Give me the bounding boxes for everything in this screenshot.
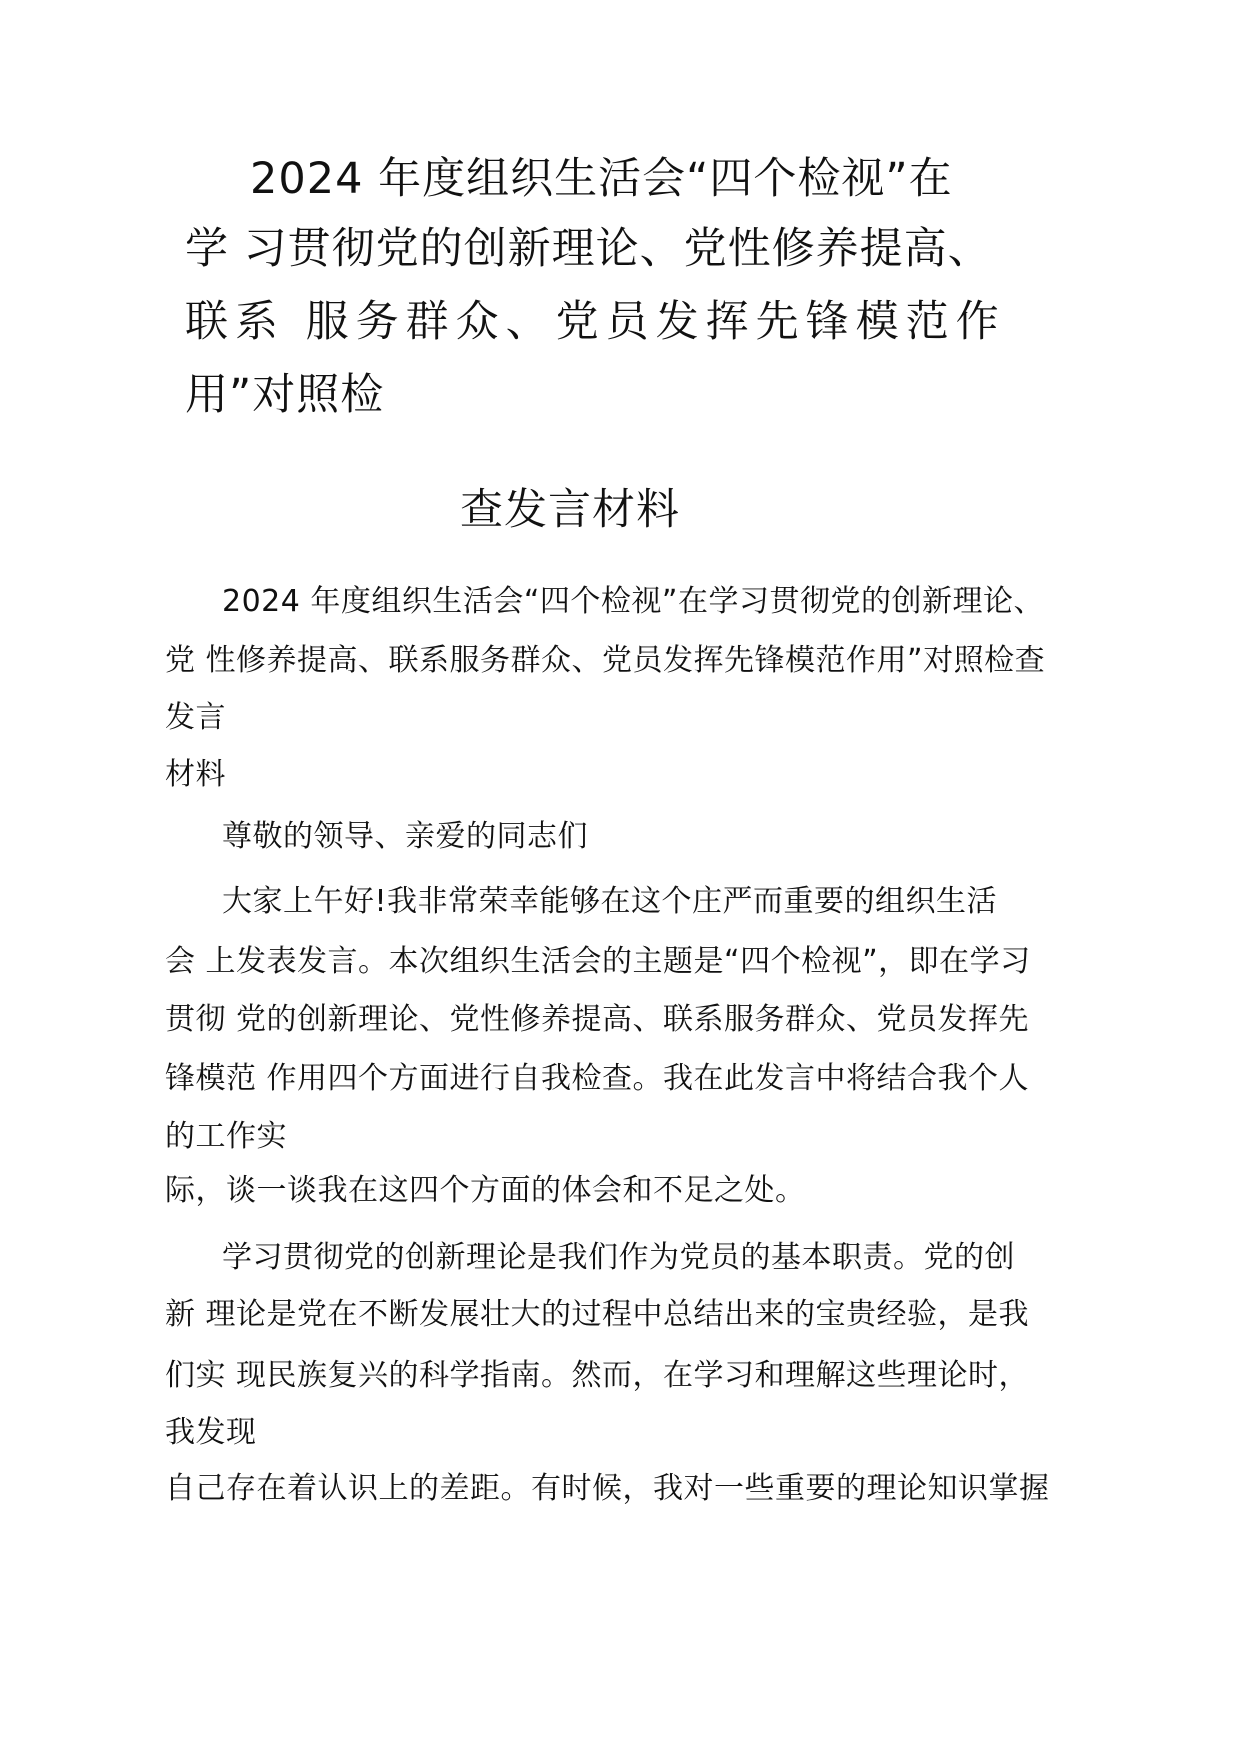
subtitle-line-1: 2024 年度组织生活会“四个检视”在学习贯彻党的创新理论、 <box>222 584 1044 619</box>
paragraph-2-line-2: 新 理论是党在不断发展壮大的过程中总结出来的宝贵经验，是我 <box>165 1297 1030 1332</box>
subtitle-line-4: 材料 <box>165 757 226 792</box>
paragraph-1-line-3: 贯彻 党的创新理论、党性修养提高、联系服务群众、党员发挥先 <box>165 1002 1030 1037</box>
title-line-4: 用”对照检 <box>185 370 385 420</box>
subtitle-line-2: 党 性修养提高、联系服务群众、党员发挥先锋模范作用”对照检查 <box>165 643 1046 678</box>
title-line-2: 学 习贯彻党的创新理论、党性修养提高、 <box>185 224 992 274</box>
paragraph-1-line-5: 的工作实 <box>165 1119 287 1154</box>
paragraph-1-line-2: 会 上发表发言。本次组织生活会的主题是“四个检视”，即在学习 <box>165 944 1031 979</box>
title-line-5: 查发言材料 <box>460 485 680 535</box>
greeting: 尊敬的领导、亲爱的同志们 <box>222 819 588 854</box>
paragraph-1-line-4: 锋模范 作用四个方面进行自我检查。我在此发言中将结合我个人 <box>165 1061 1030 1096</box>
title-line-3: 联系 服务群众、党员发挥先锋模范作 <box>185 297 1006 347</box>
subtitle-line-3: 发言 <box>165 700 226 735</box>
paragraph-1-line-6: 际，谈一谈我在这四个方面的体会和不足之处。 <box>165 1173 806 1208</box>
paragraph-2-line-5: 自己存在着认识上的差距。有时候，我对一些重要的理论知识掌握 <box>165 1471 1050 1506</box>
paragraph-2-line-3: 们实 现民族复兴的科学指南。然而，在学习和理解这些理论时， <box>165 1358 1030 1393</box>
paragraph-2-line-4: 我发现 <box>165 1415 257 1450</box>
paragraph-1-line-1: 大家上午好!我非常荣幸能够在这个庄严而重要的组织生活 <box>222 884 998 919</box>
paragraph-2-line-1: 学习贯彻党的创新理论是我们作为党员的基本职责。党的创 <box>222 1240 1015 1275</box>
title-line-1: 2024 年度组织生活会“四个检视”在 <box>250 154 953 204</box>
